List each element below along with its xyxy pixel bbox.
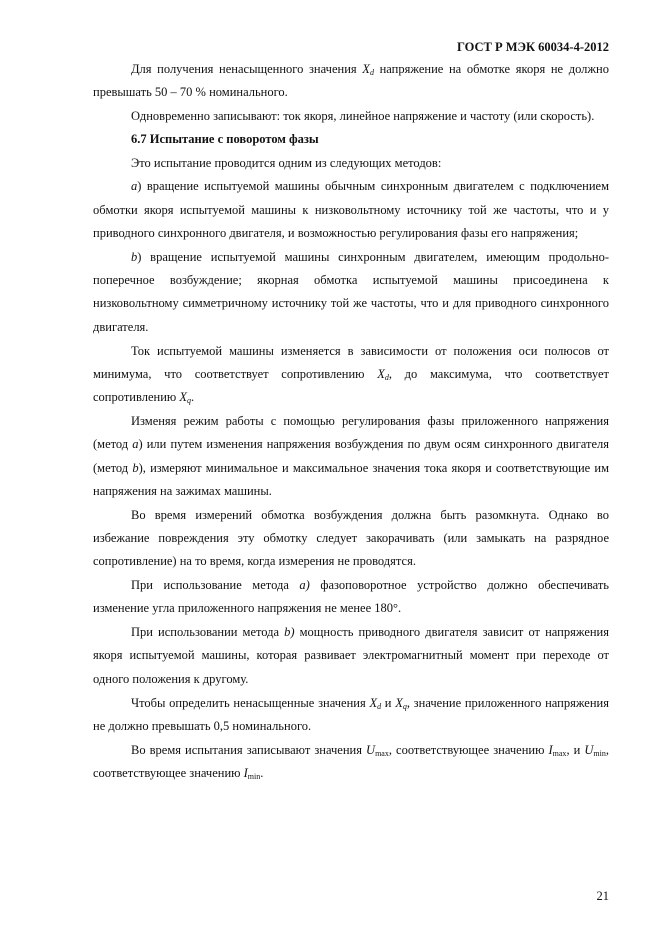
paragraph: При использовании метода b) мощность приводного двигателя зависит от напряжения якоря испытуемой машины, которая развивает электромагнитный момент при переходе от одного положения к другому.: [93, 625, 609, 686]
paragraph: Это испытание проводится одним из следующих методов:: [131, 155, 442, 170]
paragraph: Одновременно записывают: ток якоря, линейное напряжение и частоту (или скорость).: [131, 109, 595, 124]
section-heading: 6.7 Испытание с поворотом фазы: [131, 132, 319, 147]
paragraph: Для получения ненасыщенного значения $X_d$ напряжение на обмотке якоря не должно превышать 50 – 70 % номинального.: [93, 62, 610, 100]
document-code-header: ГОСТ Р МЭК 60034-4-2012: [456, 40, 609, 54]
paragraph: Ток испытуемой машины изменяется в зависимости от положения оси полюсов от минимума, что соответствует сопротивлению $X_d$, до максимума, что соответствует сопротивлению $X_q$.: [93, 343, 609, 406]
paragraph: Во время испытания записывают значения $U_{max}$, соответствующее значению $I_{max}$, и $U_{min}$, соответствующее значению $I_{min}$.: [93, 742, 609, 781]
list-item: b) вращение испытуемой машины синхронным двигателем, имеющим продольно-поперечное возбуждение; якорная обмотка испытуемой машины присоединена к низковольтному симметричному источнику той же частоты, что и для приводного синхронного двигателя.: [93, 249, 609, 334]
paragraph: Чтобы определить ненасыщенные значения $X_d$ и $X_q$, значение приложенного напряжения не должно превышать 0,5 номинального.: [93, 695, 609, 733]
paragraph: При использование метода а) фазоповоротное устройство должно обеспечивать изменение угла приложенного напряжения не менее 180°.: [93, 578, 609, 616]
document-body: [93, 58, 609, 785]
list-item: а) вращение испытуемой машины обычным синхронным двигателем с подключением обмотки якоря испытуемой машины к низковольтному источнику той же частоты, что и у приводного синхронного двигателя, и возможностью регулирования фазы его напряжения;: [93, 179, 609, 241]
paragraph: Во время измерений обмотка возбуждения должна быть разомкнута. Однако во избежание повреждения эту обмотку следует закорачивать (или замыкать на разрядное сопротивление) на то время, когда измерения не проводятся.: [93, 507, 609, 569]
page-number: 21: [596, 889, 609, 903]
paragraph: Изменяя режим работы с помощью регулирования фазы приложенного напряжения (метод а) или путем изменения напряжения возбуждения по двум осям синхронного двигателя (метод b), измеряют минимальное и максимальное значения тока якоря и соответствующие им напряжения на зажимах машины.: [93, 413, 609, 498]
